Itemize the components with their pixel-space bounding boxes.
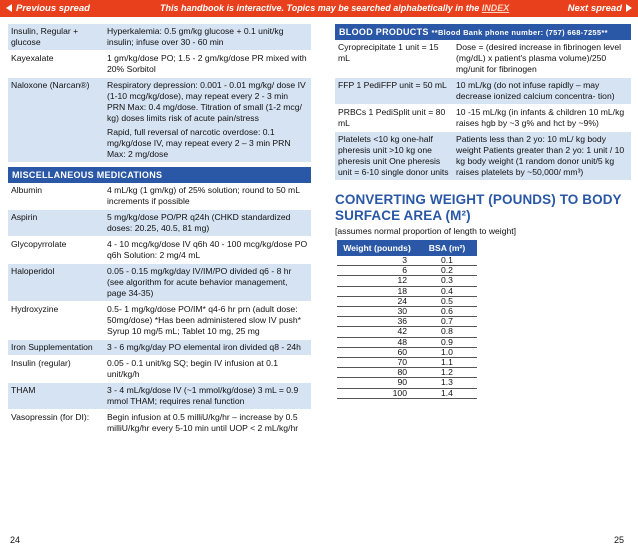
- bsa-row: [337, 337, 477, 347]
- bsa-value: 0.6: [417, 307, 477, 317]
- drug-name: Aspirin: [8, 210, 104, 237]
- table-row: [8, 78, 311, 163]
- drug-name: THAM: [8, 383, 104, 410]
- bsa-value: 1.1: [417, 358, 477, 368]
- left-page: [8, 24, 311, 437]
- table-row: [8, 410, 311, 437]
- bsa-row: [337, 296, 477, 306]
- product-dose: 10 mL/kg (do not infuse rapidly – may decrease ionized calcium concentra- tion): [453, 78, 631, 105]
- drug-dose: [104, 24, 311, 51]
- bsa-row: [337, 378, 477, 388]
- page-number-left: 24: [10, 535, 21, 545]
- drug-dose: 0.05 - 0.1 unit/kg SQ; begin IV infusion at 0.1 unit/kg/h: [104, 356, 311, 383]
- right-arrow-icon: [626, 4, 632, 12]
- bsa-row: [337, 347, 477, 357]
- drug-name: Insulin, Regular + glucose: [8, 24, 104, 51]
- bsa-value: 0.1: [417, 256, 477, 266]
- drug-dose-text-2: Rapid, full reversal of narcotic overdose: 0.1 mg/kg/dose IV, may repeat every 2 – 3 min PRN Max: 2 mg/dose: [107, 127, 291, 159]
- product-name: Platelets <10 kg one-half pheresis unit >10 kg one pheresis unit One pheresis unit = 6-10 single donor units: [335, 132, 453, 181]
- drug-name: Kayexalate: [8, 51, 104, 78]
- bsa-row: [337, 327, 477, 337]
- table-row: [335, 78, 631, 105]
- next-spread-button[interactable]: [568, 3, 632, 14]
- table-row: [8, 51, 311, 78]
- product-name: PRBCs 1 PediSplit unit = 80 mL: [335, 105, 453, 132]
- weight-value: 36: [337, 317, 417, 327]
- bsa-value: 0.7: [417, 317, 477, 327]
- weight-value: 6: [337, 266, 417, 276]
- bsa-value: 0.5: [417, 296, 477, 306]
- index-link[interactable]: INDEX: [481, 3, 510, 13]
- blood-header-title: BLOOD PRODUCTS: [339, 27, 429, 37]
- table-row: [8, 210, 311, 237]
- conversion-title: CONVERTING WEIGHT (POUNDS) TO BODY SURFACE AREA (M²): [335, 192, 622, 223]
- weight-value: 100: [337, 388, 417, 398]
- bsa-value: 0.4: [417, 286, 477, 296]
- drug-name: Albumin: [8, 183, 104, 210]
- drug-dose: [104, 78, 311, 163]
- weight-value: 48: [337, 337, 417, 347]
- bsa-table: [337, 240, 477, 399]
- table-row: [8, 24, 311, 51]
- weight-value: 70: [337, 358, 417, 368]
- bsa-row: [337, 368, 477, 378]
- product-dose: Patients less than 2 yo: 10 mL/ kg body weight Patients greater than 2 yo: 1 unit / 10 kg body weight (1 random donor unit/5 kg raises platelets by ~50,000/ mm³): [453, 132, 631, 181]
- drug-dose: 4 - 10 mcg/kg/dose IV q6h 40 - 100 mcg/kg/dose PO q6h Solution: 2 mg/4 mL: [104, 237, 311, 264]
- table-row: [8, 383, 311, 410]
- product-dose: Dose = (desired increase in fibrinogen level (mg/dL) x patient's plasma volume)/250 mg/unit for fibrinogen: [453, 40, 631, 78]
- left-arrow-icon: [6, 4, 12, 12]
- bsa-value: 0.9: [417, 337, 477, 347]
- bsa-column-header: BSA (m²): [417, 240, 477, 256]
- table-row: [335, 40, 631, 78]
- weight-value: 80: [337, 368, 417, 378]
- drug-name: Iron Supplementation: [8, 340, 104, 356]
- misc-medication-table: [8, 183, 311, 437]
- product-name: FFP 1 PediFFP unit = 50 mL: [335, 78, 453, 105]
- bsa-header-row: [337, 240, 477, 256]
- weight-column-header: Weight (pounds): [337, 240, 417, 256]
- drug-dose: 3 - 6 mg/kg/day PO elemental iron divided q8 - 24h: [104, 340, 311, 356]
- right-page: [335, 24, 631, 399]
- interactive-notice-text: This handbook is interactive. Topics may be searched alphabetically in the: [160, 3, 480, 13]
- table-row: [8, 237, 311, 264]
- top-navigation-bar: [0, 0, 638, 17]
- bsa-row: [337, 317, 477, 327]
- drug-name: Haloperidol: [8, 264, 104, 302]
- drug-name: Hydroxyzine: [8, 302, 104, 340]
- weight-value: 90: [337, 378, 417, 388]
- drug-name: Insulin (regular): [8, 356, 104, 383]
- drug-dose: 0.05 - 0.15 mg/kg/day IV/IM/PO divided q6 - 8 hr (see algorithm for acute behavior management, page 34-35): [104, 264, 311, 302]
- table-row: [8, 356, 311, 383]
- bsa-value: 0.8: [417, 327, 477, 337]
- drug-dose: 3 - 4 mL/kg/dose IV (~1 mmol/kg/dose) 3 mL = 0.9 mmol THAM; requires renal function: [104, 383, 311, 410]
- drug-name: Vasopressin (for DI):: [8, 410, 104, 437]
- bsa-row: [337, 276, 477, 286]
- table-row: [8, 264, 311, 302]
- bsa-value: 1.2: [417, 368, 477, 378]
- drug-dose: 4 mL/kg (1 gm/kg) of 25% solution; round to 50 mL increments if possible: [104, 183, 311, 210]
- product-name: Cyroprecipitate 1 unit = 15 mL: [335, 40, 453, 78]
- interactive-notice: [160, 3, 509, 13]
- bsa-table-body: [337, 256, 477, 398]
- table-row: [8, 340, 311, 356]
- drug-dose: 0.5- 1 mg/kg/dose PO/IM* q4-6 hr prn (adult dose: 50mg/dose) *Has been administered slow IV push* Syrup 10 mg/5 mL; Tablet 10 mg, 25 mg: [104, 302, 311, 340]
- medication-table-top: [8, 24, 311, 163]
- page-number-right: 25: [613, 535, 624, 545]
- section-header-blood-products: [335, 24, 631, 40]
- weight-value: 12: [337, 276, 417, 286]
- bsa-value: 0.3: [417, 276, 477, 286]
- weight-value: 42: [337, 327, 417, 337]
- drug-dose: Begin infusion at 0.5 milliU/kg/hr – increase by 0.5 milliU/kg/hr every 5-10 min until UOP < 2 mL/kg/hr: [104, 410, 311, 437]
- weight-value: 30: [337, 307, 417, 317]
- bsa-value: 1.4: [417, 388, 477, 398]
- weight-value: 18: [337, 286, 417, 296]
- product-dose: 10 -15 mL/kg (in infants & children 10 mL/kg raises hgb by ~3 g% and hct by ~9%): [453, 105, 631, 132]
- bsa-row: [337, 358, 477, 368]
- bsa-row: [337, 286, 477, 296]
- weight-value: 60: [337, 347, 417, 357]
- blood-bank-phone: **Blood Bank phone number: (757) 668-7255**: [431, 28, 608, 37]
- bsa-value: 0.2: [417, 266, 477, 276]
- table-row: [335, 105, 631, 132]
- drug-dose-text: Hyperkalemia: 0.5 gm/kg glucose + 0.1 unit/kg insulin; infuse over 30 - 60 min: [107, 26, 284, 47]
- bsa-row: [337, 307, 477, 317]
- table-row: [335, 132, 631, 181]
- weight-value: 24: [337, 296, 417, 306]
- bsa-row: [337, 266, 477, 276]
- previous-spread-button[interactable]: [6, 3, 90, 14]
- drug-dose-text: Respiratory depression: 0.001 - 0.01 mg/kg/ dose IV (1-10 mcg/kg/dose), may repeat every 2 - 3 min PRN Max: 0.4 mg/dose. Titration of small (1-2 mcg/ kg) doses limits risk of acute pain/stress: [107, 80, 306, 123]
- drug-dose: 5 mg/kg/dose PO/PR q24h (CHKD standardized doses: 20.25, 40.5, 81 mg): [104, 210, 311, 237]
- blood-products-table: [335, 40, 631, 181]
- previous-spread-label: Previous spread: [16, 3, 90, 14]
- table-row: [8, 302, 311, 340]
- drug-name: Glycopyrrolate: [8, 237, 104, 264]
- bsa-value: 1.3: [417, 378, 477, 388]
- bsa-row: [337, 256, 477, 266]
- bsa-value: 1.0: [417, 347, 477, 357]
- weight-value: 3: [337, 256, 417, 266]
- bsa-row: [337, 388, 477, 398]
- drug-dose: 1 gm/kg/dose PO; 1.5 - 2 gm/kg/dose PR mixed with 20% Sorbitol: [104, 51, 311, 78]
- table-row: [8, 183, 311, 210]
- drug-name: Naloxone (Narcan®): [8, 78, 104, 163]
- section-header: MISCELLANEOUS MEDICATIONS: [8, 167, 311, 183]
- conversion-note: [assumes normal proportion of length to weight]: [335, 226, 517, 236]
- next-spread-label: Next spread: [567, 3, 622, 14]
